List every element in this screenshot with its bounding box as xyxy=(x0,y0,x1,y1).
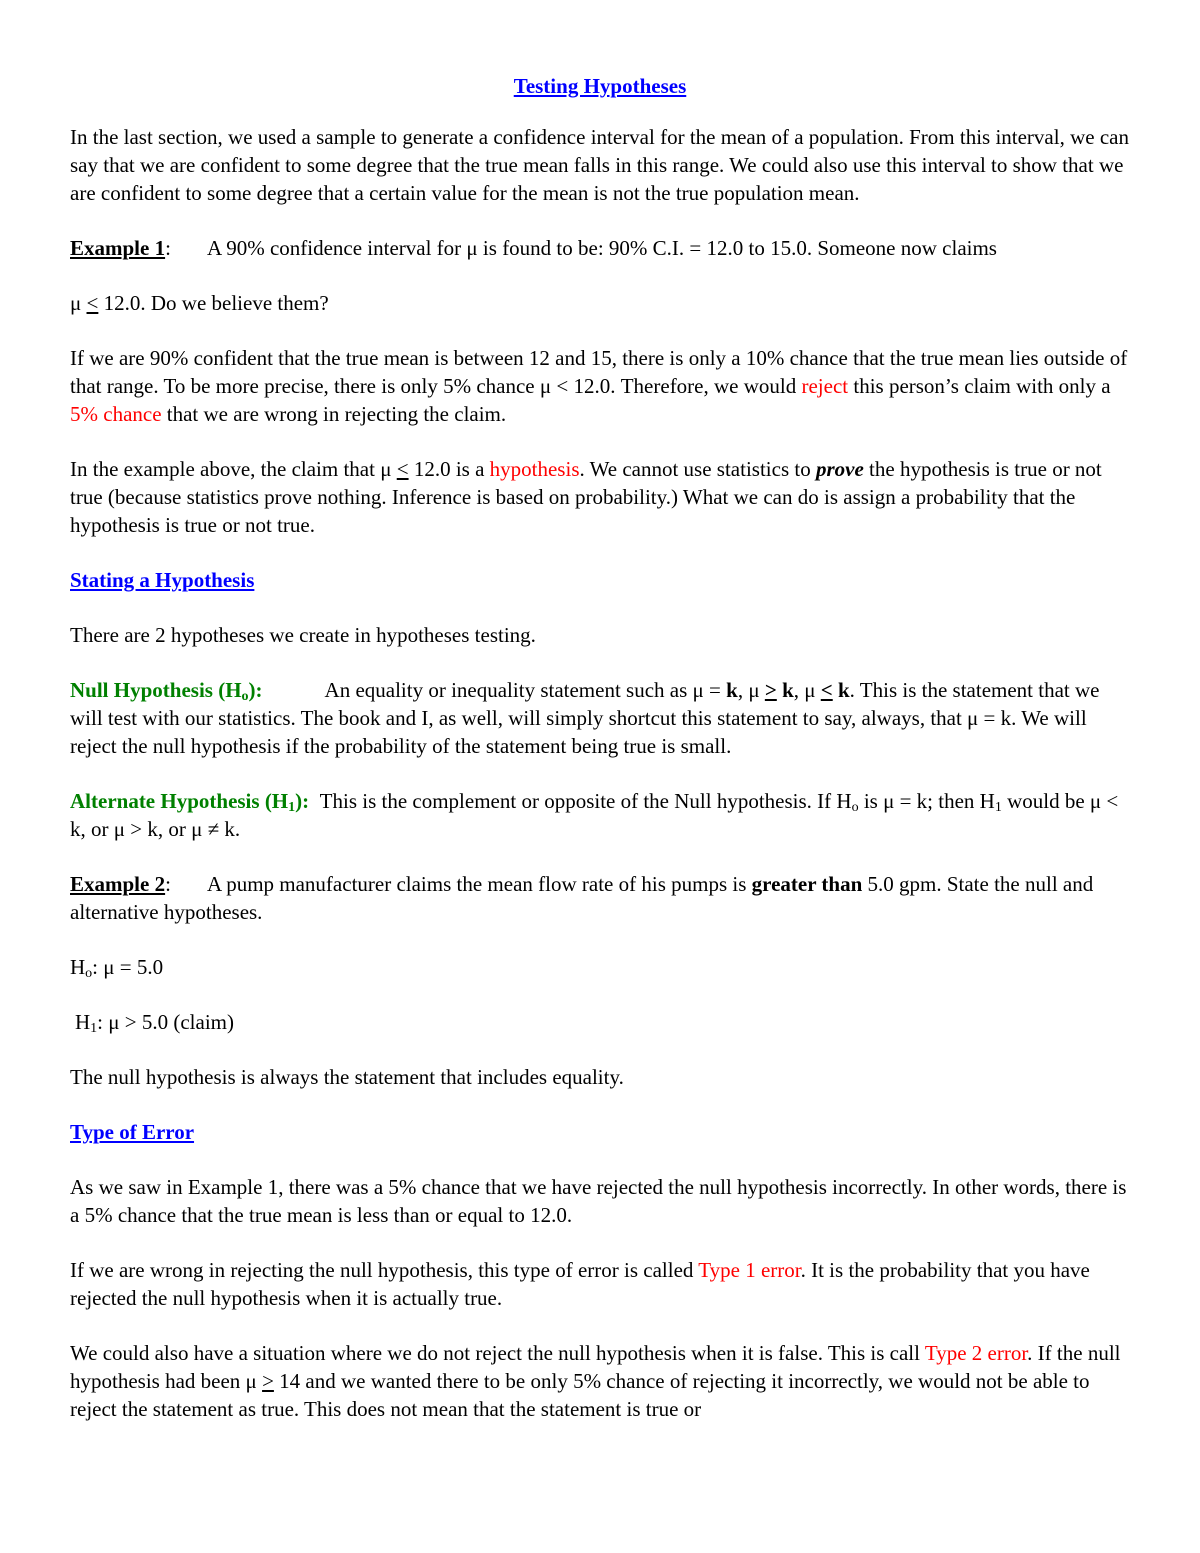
equality-note: The null hypothesis is always the statement that includes equality. xyxy=(70,1065,624,1089)
section-heading-stating: Stating a Hypothesis xyxy=(70,568,255,592)
null-hypothesis-definition: Null Hypothesis $(H_o)$: An equality or inequality statement such as μ = k, μ > k, μ < k. This is the statement that we will test with our statistics. The book and I, as well, will simply shortcut this statement to say, always, that μ = k. We will reject the null hypothesis if the probability of the statement being true is small. xyxy=(70,678,1100,758)
example-2-paragraph: Example 2: A pump manufacturer claims the mean flow rate of his pumps is greater than 5.0 gpm. State the null and alternative hypotheses. xyxy=(70,872,1094,924)
alternate-hypothesis-statement: $H_1$: μ > 5.0 (claim) xyxy=(75,1010,234,1036)
error-paragraph-2: If we are wrong in rejecting the null hypothesis, this type of error is called Type 1 error. It is the probability that you have rejected the null hypothesis when it is actually true. xyxy=(70,1258,1090,1310)
five-percent-highlight: 5% chance xyxy=(70,402,162,426)
example-1-text: A 90% confidence interval for μ is found to be: 90% C.I. = 12.0 to 15.0. Someone now claims xyxy=(206,236,997,260)
example-1-claim: μ < 12.0. Do we believe them? xyxy=(70,291,329,315)
example-2-label: Example 2 xyxy=(70,872,166,896)
page-title: Testing Hypotheses xyxy=(513,74,687,98)
error-paragraph-3: We could also have a situation where we do not reject the null hypothesis when it is false. This is call Type 2 error. If the null hypothesis had been μ > 14 and we wanted there to be only 5% chance of rejecting it incorrectly, we would not be able to reject the statement as true. This does not mean that the statement is true or xyxy=(70,1341,1121,1421)
alternate-hypothesis-label: Alternate Hypothesis $(H_1)$: xyxy=(70,789,310,815)
alternate-hypothesis-definition: Alternate Hypothesis $(H_1)$: This is the complement or opposite of the Null hypothesis. If $H_o$ is μ = k; then $H_1$ would be μ < k, or μ > k, or μ ≠ k. xyxy=(70,789,1119,841)
prove-emphasis: prove xyxy=(815,457,864,481)
stating-intro: There are 2 hypotheses we create in hypotheses testing. xyxy=(70,623,536,647)
example-1-label: Example 1 xyxy=(70,236,166,260)
null-hypothesis-label: Null Hypothesis $(H_o)$: xyxy=(70,678,263,704)
example-1-explanation: If we are 90% confident that the true mean is between 12 and 15, there is only a 10% chance that the true mean lies outside of that range. To be more precise, there is only 5% chance μ < 12.0. Therefore, we would reject this person’s claim with only a 5% chance that we are wrong in rejecting the claim. xyxy=(70,346,1128,426)
error-paragraph-1: As we saw in Example 1, there was a 5% chance that we have rejected the null hypothesis incorrectly. In other words, there is a 5% chance that the true mean is less than or equal to 12.0. xyxy=(70,1175,1127,1227)
example-1-paragraph: Example 1: A 90% confidence interval for μ is found to be: 90% C.I. = 12.0 to 15.0. Someone now claims xyxy=(70,236,997,260)
section-heading-error: Type of Error xyxy=(70,1120,195,1144)
reject-highlight: reject xyxy=(801,374,849,398)
hypothesis-paragraph: In the example above, the claim that μ < 12.0 is a hypothesis. We cannot use statistics to prove the hypothesis is true or not true (because statistics prove nothing. Inference is based on probability.) What we can do is assign a probability that the hypothesis is true or not true. xyxy=(70,457,1102,537)
null-hypothesis-statement: $H_o$: μ = 5.0 xyxy=(70,955,164,981)
greater-than-emphasis: greater than xyxy=(751,872,863,896)
type-1-error-highlight: Type 1 error xyxy=(698,1258,801,1282)
intro-paragraph: In the last section, we used a sample to generate a confidence interval for the mean of a population. From this interval, we can say that we are confident to some degree that the true mean falls in this range. We could also use this interval to show that we are confident to some degree that a certain value for the mean is not the true population mean. xyxy=(70,125,1129,205)
type-2-error-highlight: Type 2 error xyxy=(924,1341,1028,1365)
hypothesis-highlight: hypothesis xyxy=(489,457,580,481)
